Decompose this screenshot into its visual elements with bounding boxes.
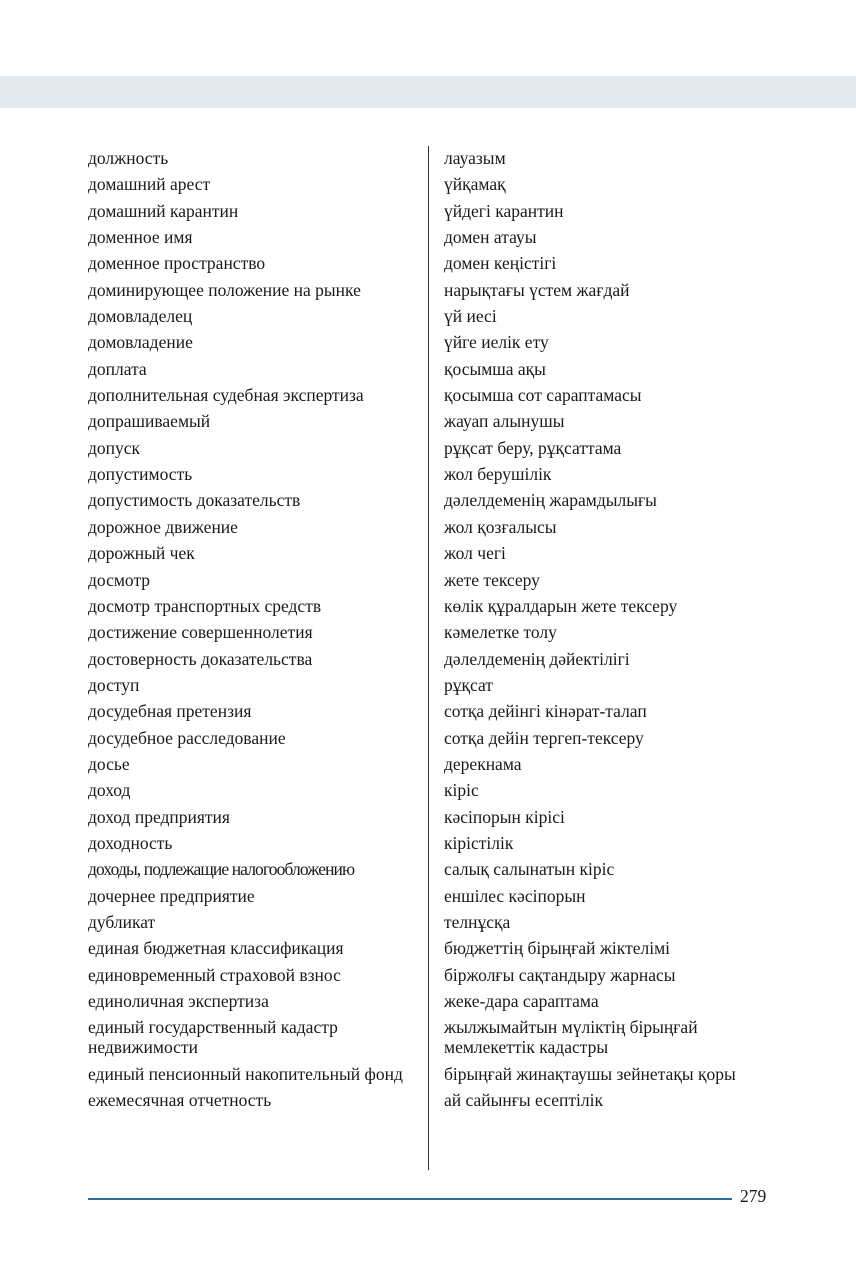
term-kz: салық салынатын кіріс (444, 859, 615, 880)
glossary-row (88, 148, 778, 168)
term-ru: досмотр (88, 569, 151, 590)
glossary-row (88, 596, 778, 616)
glossary-row (88, 912, 778, 932)
glossary-row (88, 359, 778, 379)
glossary-row (88, 938, 778, 958)
glossary-row (88, 411, 778, 431)
term-kz: ай сайынғы есептілік (444, 1090, 603, 1111)
term-kz: бірыңғай жинақтаушы зейнетақы қоры (444, 1063, 736, 1084)
glossary-row (88, 438, 778, 458)
term-ru: единовременный страховой взнос (88, 964, 341, 985)
glossary-row (88, 649, 778, 669)
term-kz: дерекнама (444, 753, 522, 774)
term-ru: доплата (88, 358, 147, 379)
glossary-row (88, 306, 778, 326)
term-kz: үйдегі карантин (444, 200, 564, 221)
glossary-row (88, 464, 778, 484)
term-ru: единый государственный кадастр недвижимости (88, 1017, 338, 1058)
term-ru: досудебная претензия (88, 701, 252, 722)
glossary-row (88, 622, 778, 642)
term-ru: допуск (88, 437, 141, 458)
term-kz: жол берушілік (444, 464, 552, 485)
glossary-row (88, 517, 778, 537)
header-band (0, 76, 856, 108)
term-kz: кәсіпорын кірісі (444, 806, 565, 827)
term-ru: единый пенсионный накопительный фонд (88, 1063, 403, 1084)
term-ru: доходы, подлежащие налогообложению (88, 859, 355, 880)
glossary-row (88, 1090, 778, 1110)
term-ru: доход предприятия (88, 806, 230, 827)
glossary-row (88, 675, 778, 695)
glossary-row (88, 701, 778, 721)
term-kz: кірістілік (444, 832, 514, 853)
glossary-row (88, 227, 778, 247)
term-ru: доменное имя (88, 227, 193, 248)
glossary-row (88, 570, 778, 590)
term-ru: домашний арест (88, 174, 211, 195)
term-kz: дәлелдеменің жарамдылығы (444, 490, 657, 511)
term-kz: қосымша сот сараптамасы (444, 385, 642, 406)
glossary-row (88, 1017, 778, 1057)
term-ru: дочернее предприятие (88, 885, 255, 906)
term-ru: ежемесячная отчетность (88, 1090, 272, 1111)
term-ru: дорожное движение (88, 516, 238, 537)
glossary-row (88, 543, 778, 563)
term-ru: допрашиваемый (88, 411, 211, 432)
term-kz: жеке-дара сараптама (444, 991, 599, 1011)
term-ru: единоличная экспертиза (88, 991, 269, 1011)
term-ru: доминирующее положение на рынке (88, 279, 361, 300)
term-ru: доступ (88, 674, 140, 695)
glossary-row (88, 253, 778, 273)
term-kz: қосымша ақы (444, 358, 546, 379)
glossary-row (88, 201, 778, 221)
term-ru: досье (88, 753, 130, 774)
term-kz: үйге иелік ету (444, 332, 549, 353)
glossary-row (88, 754, 778, 774)
term-kz: телнұсқа (444, 911, 511, 932)
term-kz: кіріс (444, 780, 479, 801)
glossary-row (88, 833, 778, 853)
term-ru: досудебное расследование (88, 727, 286, 748)
term-kz: сотқа дейін тергеп-тексеру (444, 727, 644, 748)
term-kz: бюджеттің бірыңғай жіктелімі (444, 938, 671, 959)
term-kz: еншілес кәсіпорын (444, 885, 586, 906)
page-number: 279 (740, 1186, 767, 1206)
term-kz: жете тексеру (444, 569, 540, 590)
term-ru: дополнительная судебная экспертиза (88, 385, 364, 406)
term-kz: жылжымайтын мүліктің бірыңғай мемлекеттік кадастры (444, 1017, 698, 1058)
term-ru: дорожный чек (88, 543, 195, 564)
glossary-row (88, 385, 778, 405)
term-kz: кәмелетке толу (444, 622, 557, 643)
term-kz: көлік құралдарын жете тексеру (444, 595, 678, 616)
term-ru: досмотр транспортных средств (88, 595, 322, 616)
term-ru: должность (88, 148, 169, 168)
glossary-row (88, 807, 778, 827)
term-kz: біржолғы сақтандыру жарнасы (444, 964, 676, 985)
glossary-row (88, 332, 778, 352)
glossary-row (88, 886, 778, 906)
term-kz: рұқсат беру, рұқсаттама (444, 437, 622, 458)
glossary-row (88, 280, 778, 300)
glossary-row (88, 174, 778, 194)
term-kz: лауазым (444, 148, 506, 168)
term-kz: сотқа дейінгі кінәрат-талап (444, 701, 647, 722)
term-ru: домовладелец (88, 306, 193, 327)
term-ru: домовладение (88, 332, 193, 353)
term-kz: жауап алынушы (444, 411, 565, 432)
glossary-row (88, 859, 778, 879)
term-ru: единая бюджетная классификация (88, 938, 344, 959)
term-ru: доход (88, 780, 131, 801)
glossary-table (88, 148, 778, 1116)
term-ru: дубликат (88, 911, 156, 932)
term-ru: допустимость (88, 464, 193, 485)
term-ru: доменное пространство (88, 253, 266, 274)
term-kz: жол қозғалысы (444, 516, 557, 537)
term-kz: домен атауы (444, 227, 537, 248)
glossary-row (88, 965, 778, 985)
term-ru: достоверность доказательства (88, 648, 313, 669)
glossary-row (88, 991, 778, 1011)
footer-rule (88, 1198, 732, 1200)
term-kz: нарықтағы үстем жағдай (444, 279, 630, 300)
glossary-row (88, 1064, 778, 1084)
glossary-row (88, 490, 778, 510)
term-kz: жол чегі (444, 543, 506, 564)
term-ru: достижение совершеннолетия (88, 622, 313, 643)
glossary-row (88, 728, 778, 748)
term-kz: домен кеңістігі (444, 253, 557, 274)
glossary-row (88, 780, 778, 800)
term-ru: домашний карантин (88, 200, 239, 221)
term-kz: дәлелдеменің дәйектілігі (444, 648, 630, 669)
term-ru: доходность (88, 832, 173, 853)
term-ru: допустимость доказательств (88, 490, 301, 511)
term-kz: үйқамақ (444, 174, 506, 195)
term-kz: үй иесі (444, 306, 497, 327)
term-kz: рұқсат (444, 674, 493, 695)
